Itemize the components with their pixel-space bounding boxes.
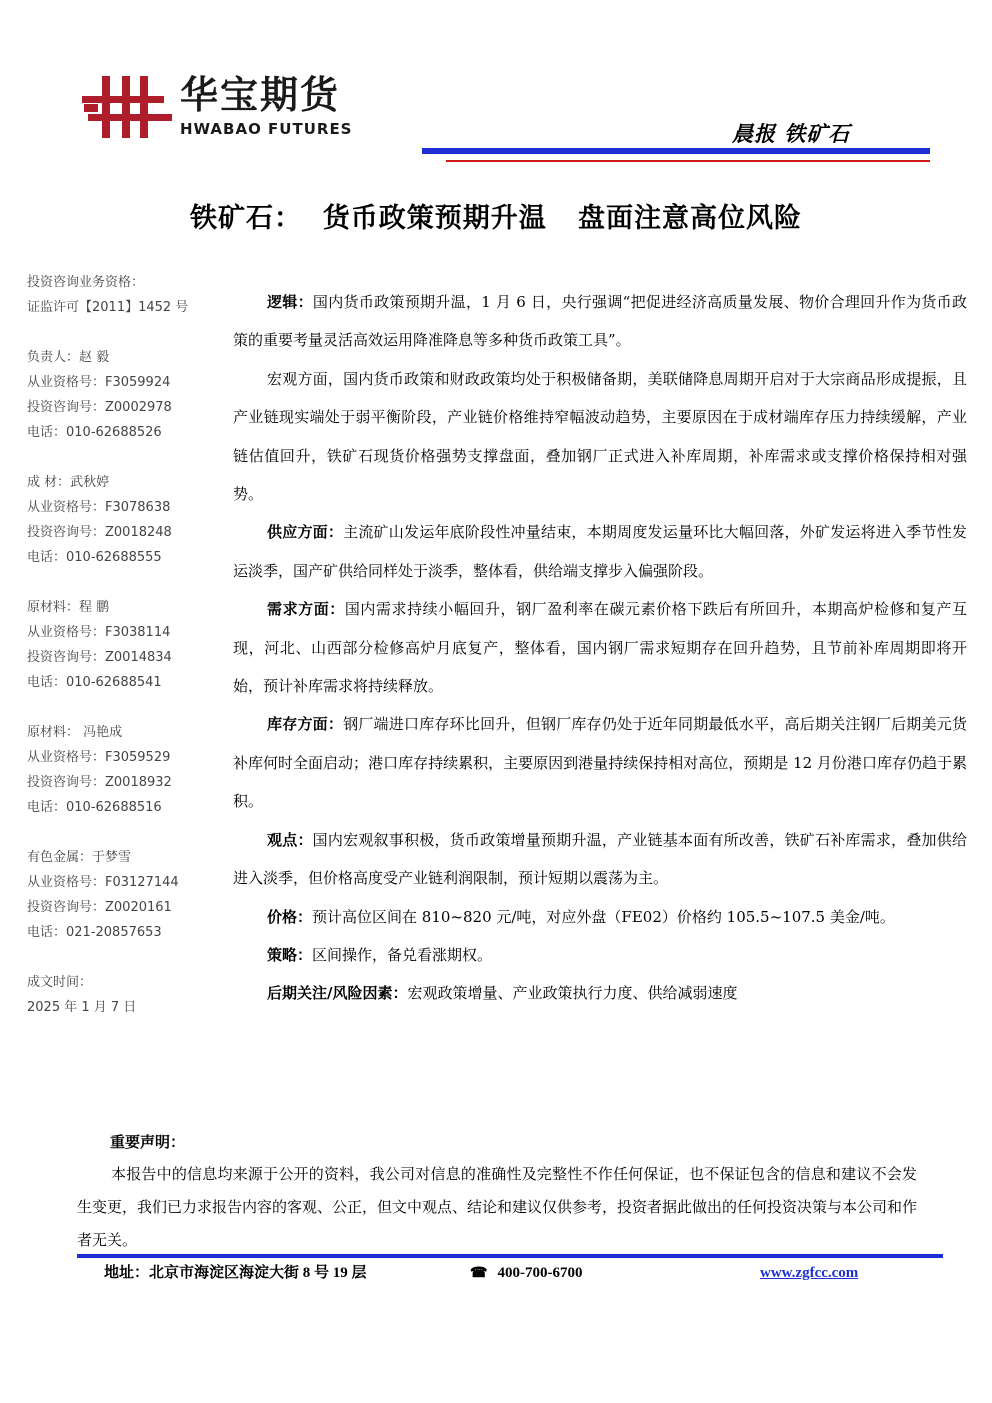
price-paragraph	[233, 898, 967, 936]
date-value: 2025 年 1 月 7 日	[27, 1000, 137, 1015]
view-paragraph	[233, 821, 967, 898]
view-label: 观点：	[267, 830, 313, 849]
demand-text: 国内需求持续小幅回升，钢厂盈利率在碳元素价格下跌后有所回升，本期高炉检修和复产互现，河北、山西部分检修高炉月底复产，整体看，国内钢厂需求短期存在回升趋势，且节前补库周期即将开始，预计补库需求将持续释放。	[233, 600, 967, 696]
analyst-block	[27, 345, 227, 445]
disclaimer-title: 重要声明：	[110, 1133, 186, 1151]
report-body	[233, 283, 967, 1013]
supply-label: 供应方面：	[267, 523, 344, 542]
supply-text: 主流矿山发运年底阶段性冲量结束，本期周度发运量环比大幅回落，外矿发运将进入季节性发运淡季，国产矿供给同样处于淡季，整体看，供给端支撑步入偏强阶段。	[233, 523, 967, 580]
footer-phone-block	[470, 1262, 582, 1285]
license-label: 投资咨询业务资格：	[27, 275, 145, 290]
analyst-block	[27, 595, 227, 695]
company-name-cn: 华宝期货	[180, 73, 341, 117]
strategy-label: 策略：	[267, 945, 313, 964]
analyst-cert: 从业资格号：F03127144	[27, 875, 179, 890]
analyst-advisory: 投资咨询号：Z0014834	[27, 650, 172, 665]
footer-phone: 400-700-6700	[497, 1265, 583, 1281]
analyst-block	[27, 470, 227, 570]
analyst-cert: 从业资格号：F3059924	[27, 375, 171, 390]
disclaimer-text: 本报告中的信息均来源于公开的资料，我公司对信息的准确性及完整性不作任何保证，也不保证包含的信息和建议不会发生变更，我们已力求报告内容的客观、公正，但文中观点、结论和建议仅供参考，投资者据此做出的任何投资决策与本公司和作者无关。	[77, 1165, 918, 1249]
company-name-en: HWABAO FUTURES	[180, 120, 353, 138]
analyst-role: 原材料：程 鹏	[27, 600, 110, 615]
analyst-advisory: 投资咨询号：Z0018248	[27, 525, 172, 540]
supply-paragraph	[233, 513, 967, 590]
analyst-phone: 电话：021-20857653	[27, 925, 162, 940]
analyst-role: 原材料： 冯艳成	[27, 725, 123, 740]
analyst-role: 负责人：赵 毅	[27, 350, 110, 365]
demand-label: 需求方面：	[267, 600, 345, 619]
date-label: 成文时间：	[27, 975, 93, 990]
disclaimer-body	[77, 1158, 917, 1257]
logic-text: 国内货币政策预期升温，1 月 6 日，央行强调“把促进经济高质量发展、物价合理回升作为货币政策的重要考量灵活高效运用降准降息等多种货币政策工具”。	[233, 293, 967, 350]
analyst-phone: 电话：010-62688555	[27, 550, 162, 565]
logic-label: 逻辑：	[267, 293, 313, 311]
analyst-phone: 电话：010-62688516	[27, 800, 162, 815]
analyst-advisory: 投资咨询号：Z0020161	[27, 900, 172, 915]
report-type-tag: 晨报 铁矿石	[732, 121, 851, 146]
hwabao-logo-mark-icon	[82, 74, 172, 140]
analyst-block	[27, 845, 227, 945]
analyst-block	[27, 720, 227, 820]
macro-paragraph: 宏观方面，国内货币政策和财政政策均处于积极储备期，美联储降息周期开启对于大宗商品形成提振，且产业链现实端处于弱平衡阶段，产业链价格维持窄幅波动趋势，主要原因在于成材端库存压力持续缓解，产业链估值回升，铁矿石现货价格强势支撑盘面，叠加钢厂正式进入补库周期，补库需求或支撑价格保持相对强势。	[233, 369, 967, 504]
risk-label: 后期关注/风险因素：	[267, 984, 408, 1003]
telephone-icon: ☎	[470, 1266, 488, 1281]
risk-text: 宏观政策增量、产业政策执行力度、供给减弱速度	[407, 984, 738, 1003]
view-text: 国内宏观叙事积极，货币政策增量预期升温，产业链基本面有所改善，铁矿石补库需求，叠加供给进入淡季，但价格高度受产业链利润限制，预计短期以震荡为主。	[233, 830, 967, 888]
analyst-sidebar	[27, 270, 227, 1020]
analyst-advisory: 投资咨询号：Z0018932	[27, 775, 172, 790]
analyst-cert: 从业资格号：F3059529	[27, 750, 171, 765]
header-blue-rule	[422, 148, 930, 154]
report-title: 铁矿石： 货币政策预期升温 盘面注意高位风险	[190, 203, 802, 234]
header-red-rule	[446, 160, 930, 162]
company-logo	[82, 74, 372, 140]
inventory-label: 库存方面：	[267, 715, 344, 734]
analyst-phone: 电话：010-62688526	[27, 425, 162, 440]
footer-rule	[77, 1254, 943, 1258]
analyst-role: 有色金属：于梦雪	[27, 850, 132, 865]
analyst-cert: 从业资格号：F3078638	[27, 500, 171, 515]
footer-website-link[interactable]: www.zgfcc.com	[760, 1265, 859, 1281]
logic-paragraph	[233, 283, 967, 360]
analyst-advisory: 投资咨询号：Z0002978	[27, 400, 172, 415]
price-text: 预计高位区间在 810~820 元/吨，对应外盘（FE02）价格约 105.5~107.5 美金/吨。	[312, 907, 895, 926]
strategy-paragraph	[233, 936, 967, 974]
footer-address: 地址：北京市海淀区海淀大街 8 号 19 层	[104, 1265, 367, 1281]
analyst-role: 成 材：武秋婷	[27, 475, 110, 490]
license-value: 证监许可【2011】1452 号	[27, 300, 189, 315]
risk-paragraph	[233, 974, 967, 1012]
analyst-cert: 从业资格号：F3038114	[27, 625, 171, 640]
inventory-paragraph	[233, 705, 967, 820]
demand-paragraph	[233, 590, 967, 705]
strategy-text: 区间操作，备兑看涨期权。	[312, 945, 493, 964]
price-label: 价格：	[267, 907, 313, 926]
inventory-text: 钢厂端进口库存环比回升，但钢厂库存仍处于近年同期最低水平，高后期关注钢厂后期美元货补库何时全面启动；港口库存持续累积，主要原因到港量持续保持相对高位，预期是 12 月份港口库存仍趋于累积。	[233, 715, 967, 811]
analyst-phone: 电话：010-62688541	[27, 675, 162, 690]
